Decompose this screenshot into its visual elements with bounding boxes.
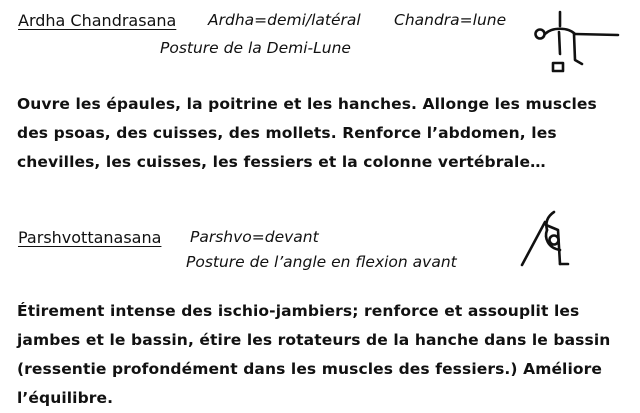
pose2-description-line: l’équilibre.: [17, 389, 114, 407]
pose2-description-line: (ressentie profondément dans les muscles des fessiers.) Améliore: [17, 360, 602, 378]
pose1-etymology-ardha: Ardha=demi/latéral: [208, 11, 361, 29]
half-moon-pose-icon: [530, 10, 622, 80]
pose1-description-line: des psoas, des cuisses, des mollets. Renforce l’abdomen, les: [17, 124, 557, 142]
pose2-description: [17, 297, 627, 413]
pose2-description-line: Étirement intense des ischio-jambiers; renforce et assouplit les: [17, 302, 580, 320]
pose2-subtitle: Posture de l’angle en flexion avant: [186, 253, 457, 271]
pose1-description-line: chevilles, les cuisses, les fessiers et la colonne vertébrale…: [17, 153, 546, 171]
forward-bend-pose-icon: [514, 208, 576, 272]
pose1-title: Ardha Chandrasana: [18, 11, 177, 30]
pose1-etymology-chandra: Chandra=lune: [394, 11, 507, 29]
pose2-etymology-parshvo: Parshvo=devant: [190, 228, 319, 246]
pose2-description-line: jambes et le bassin, étire les rotateurs de la hanche dans le bassin: [17, 331, 611, 349]
pose1-subtitle: Posture de la Demi-Lune: [160, 39, 351, 57]
pose2-title: Parshvottanasana: [18, 228, 162, 247]
pose1-description: [17, 90, 627, 177]
pose1-description-line: Ouvre les épaules, la poitrine et les hanches. Allonge les muscles: [17, 95, 597, 113]
